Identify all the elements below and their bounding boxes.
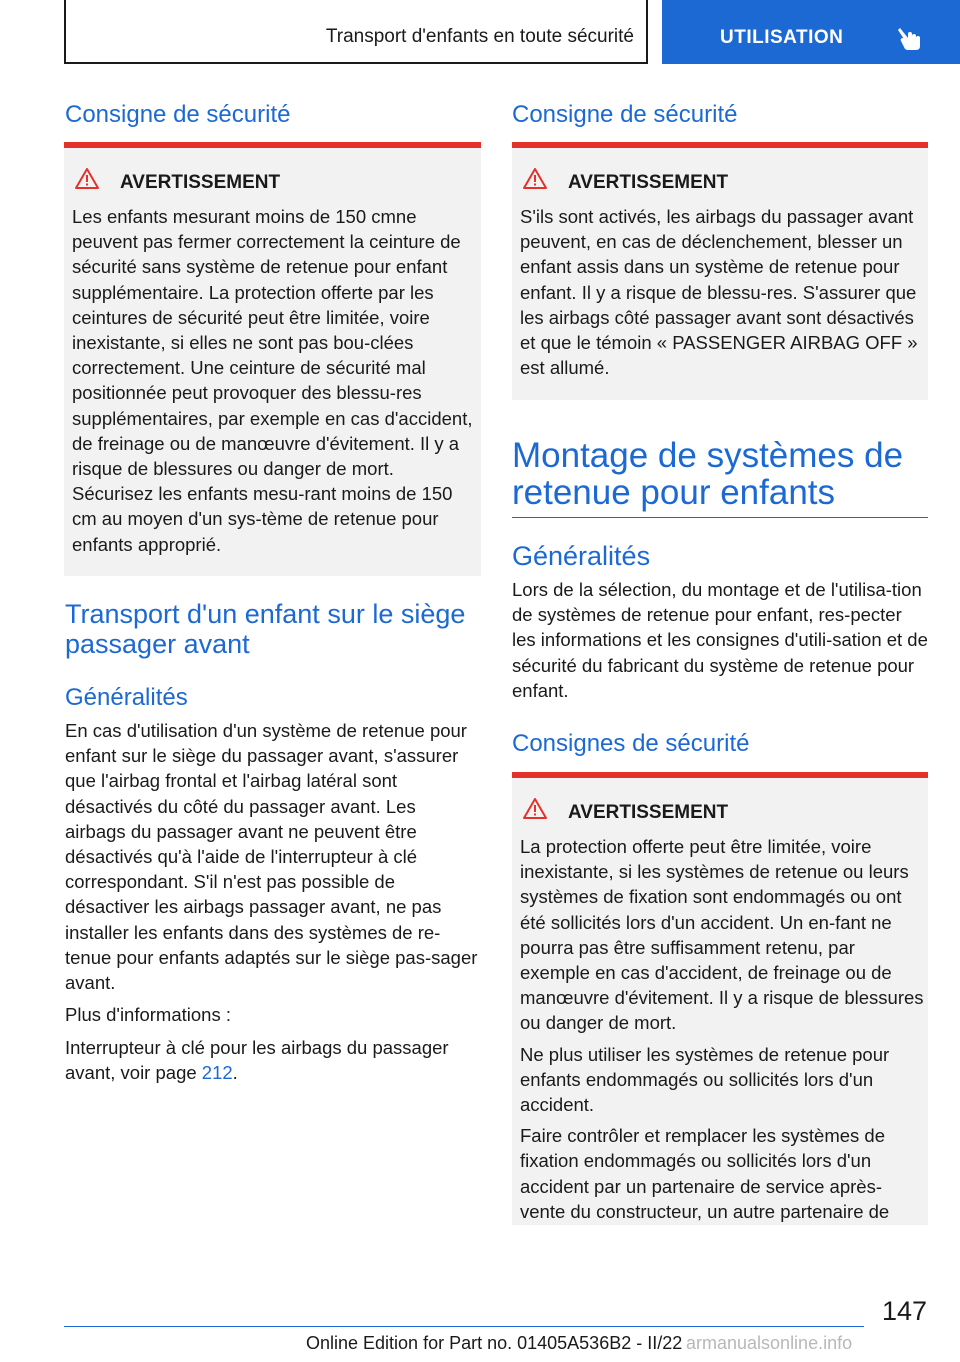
warning-text: S'ils sont activés, les airbags du passager avant peuvent, en cas de déclenchement, blesser un enfant assis dans un système de retenue pour enfant. Il y a risque de blessu-res. S'assurer que les airbags côté passager avant sont désactivés et que le témoin « PASSENGER AIRBAG OFF » est allumé. [520, 206, 918, 379]
footer-rule [64, 1326, 864, 1327]
right-big-heading: Montage de systèmes de retenue pour enfants [512, 436, 904, 512]
page-number: 147 [882, 1296, 928, 1326]
warning-box-right-2 [512, 772, 928, 1225]
warning-text [520, 834, 924, 1230]
warning-label: AVERTISSEMENT [120, 172, 281, 193]
right-paragraph-1: Lors de la sélection, du montage et de l'utilisa-tion de systèmes de retenue pour enfant, res-pecter les informations et les consignes d'utili-sation et de sécurité du fabricant du système de retenue pour enfant. [512, 579, 928, 701]
right-heading-safety: Consigne de sécurité [512, 101, 738, 128]
warning-triangle-icon [522, 797, 548, 821]
warning-box-right-1 [512, 142, 928, 400]
watermark-text: armanualsonline.info [686, 1333, 853, 1353]
left-paragraph-3 [65, 1035, 479, 1085]
chapter-title: Transport d'enfants en toute sécurité [325, 26, 634, 47]
warning-label: AVERTISSEMENT [568, 172, 729, 193]
left-paragraph-2: Plus d'informations : [65, 1004, 231, 1025]
page-link[interactable]: 212 [201, 1062, 233, 1084]
warning-triangle-icon [74, 167, 100, 191]
warning-triangle-icon [522, 167, 548, 191]
header-chapter-box [64, 0, 648, 64]
para3-text: Interrupteur à clé pour les airbags du passager avant, voir page [65, 1037, 449, 1084]
para3-end: . [232, 1062, 238, 1084]
warning-box-left [64, 142, 481, 576]
left-heading-general: Généralités [65, 684, 188, 711]
left-heading-transport: Transport d'un enfant sur le siège passager avant [65, 599, 466, 659]
edition-text: Online Edition for Part no. 01405A536B2 - II/22 [306, 1333, 683, 1353]
right-heading-safety-plural: Consignes de sécurité [512, 730, 750, 757]
warning-text: Les enfants mesurant moins de 150 cmne peuvent pas fermer correctement la ceinture de sécurité sans système de retenue pour enfant supplémentaire. La protection offerte par les ceintures de sécurité peut être limitée, voire inexistante, si elles ne sont pas bou-clées correctement. Une ceinture de sécurité mal positionnée peut provoquer des blessu-res supplémentaires, par exemple en cas d'accident, de freinage ou de manœuvre d'évitement. Il y a risque de blessures ou danger de mort. Sécurisez les enfants mesu-rant moins de 150 cm au moyen d'un sys-tème de retenue pour enfants approprié. [72, 206, 473, 555]
left-paragraph-1: En cas d'utilisation d'un système de retenue pour enfant sur le siège du passager avant, s'assurer que l'airbag frontal et l'airbag latéral sont désactivés du côté du passager avant. Les airbags du passager avant ne peuvent être désactivés qu'à l'aide de l'interrupteur à clé correspondant. S'il n'est pas possible de désactiver les airbags passager avant, ne pas installer les enfants dans des systèmes de re-tenue pour enfants adaptés sur le siège pas-sager avant. [65, 720, 478, 994]
left-heading-safety: Consigne de sécurité [65, 101, 291, 128]
pointing-hand-icon [894, 24, 922, 52]
warning-paragraph-3: Faire contrôler et remplacer les systèmes de fixation endommagés ou sollicités lors d'un accident par un partenaire de service après-vente du constructeur, un autre partenaire de [520, 1125, 890, 1222]
warning-paragraph-2: Ne plus utiliser les systèmes de retenue pour enfants endommagés ou sollicités lors d'un accident. [520, 1043, 890, 1116]
warning-label: AVERTISSEMENT [568, 802, 729, 823]
warning-paragraph-1: La protection offerte peut être limitée, voire inexistante, si les systèmes de retenue ou leurs systèmes de fixation sont endommagés ou ont été sollicités lors d'un accident. Un en-fant ne pourra pas être suffisamment retenu, par exemple en cas d'accident, de freinage ou de manœuvre d'évitement. Il y a risque de blessures ou danger de mort. [520, 836, 924, 1034]
heading-rule [512, 517, 928, 518]
section-label: UTILISATION [720, 27, 844, 48]
right-heading-general: Généralités [512, 541, 651, 571]
section-tab [662, 0, 960, 64]
